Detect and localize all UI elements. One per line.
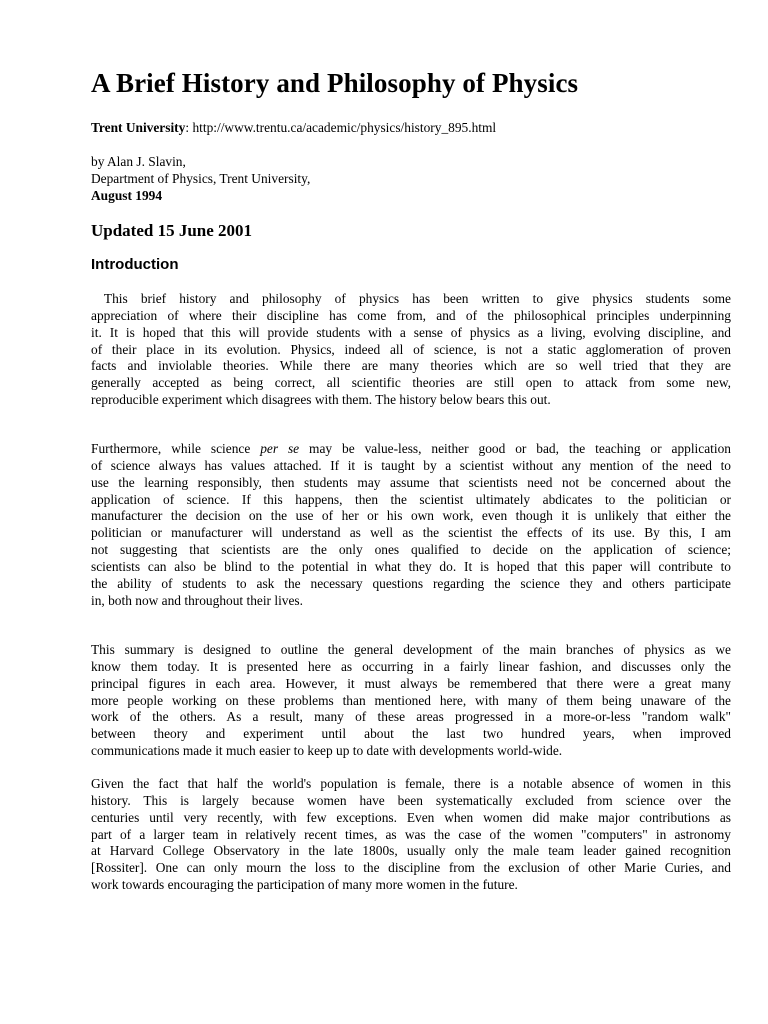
- paragraph-1: [91, 291, 731, 409]
- paragraph-line: [91, 441, 731, 458]
- paragraph-4: [91, 776, 731, 894]
- paragraph-text: Furthermore, while science: [91, 441, 261, 456]
- paragraph-line: work towards encouraging the participation of many more women in the future.: [91, 877, 518, 893]
- paragraph-line: principal figures in each area. However, it must always be remembered that there were a great many: [91, 675, 731, 691]
- paragraph-line: This summary is designed to outline the general development of the main branches of physics as we: [91, 642, 731, 657]
- source-label: Trent University: [91, 120, 186, 135]
- source-separator: :: [185, 120, 190, 135]
- paragraph-line: appreciation of where their discipline has come from, and of the philosophical principles underpinning: [91, 307, 731, 323]
- paragraph-line: history. This is largely because women have been systematically excluded from science over the: [91, 792, 731, 808]
- paragraph-line: part of a larger team in relatively recent times, as was the case of the women "computers" in astronomy: [91, 826, 731, 842]
- paragraph-line: manufacturer the decision on the use of her or his own work, even though it is unlikely that either the: [91, 508, 731, 524]
- source-line: [91, 120, 496, 136]
- paragraph-line: it. It is hoped that this will provide students with a sense of physics as a living, evolving discipline, and: [91, 324, 731, 340]
- byline-affiliation: Department of Physics, Trent University,: [91, 171, 311, 186]
- paragraph-3: [91, 642, 731, 760]
- paragraph-line: [Rossiter]. One can only mourn the loss to the discipline from the exclusion of other Marie Curies, and: [91, 860, 731, 876]
- paragraph-line: in, both now and throughout their lives.: [91, 592, 303, 608]
- paragraph-line: know them today. It is presented here as occurring in a fairly linear fashion, and discusses only the: [91, 658, 731, 674]
- paragraph-line: politician or manufacturer will understand as well as the scientist the effects of its use. By this, I am: [91, 525, 731, 541]
- italic-term: per se: [260, 441, 300, 456]
- paragraph-line: generally accepted as being correct, all scientific theories are still open to attack from some new,: [91, 375, 731, 391]
- byline-date: August 1994: [91, 188, 163, 203]
- paragraph-line: facts and inviolable theories. While there are many theories which are so well tried that they are: [91, 358, 731, 374]
- paragraph-line: This brief history and philosophy of physics has been written to give physics students some: [91, 291, 731, 306]
- paragraph-line: at Harvard College Observatory in the late 1800s, usually only the male team leader gained recognition: [91, 843, 731, 859]
- source-url: http://www.trentu.ca/academic/physics/history_895.html: [192, 120, 497, 135]
- paragraph-line: use the learning responsibly, then students may assume that scientists need not be concerned about the: [91, 474, 731, 490]
- paragraph-line: between theory and experiment until about the last two hundred years, when improved: [91, 726, 731, 742]
- paragraph-line: of their place in its evolution. Physics, indeed all of science, is not a static agglomeration of proven: [91, 341, 731, 357]
- paragraph-line: communications made it much easier to keep up to date with developments world-wide.: [91, 743, 563, 759]
- paragraph-line: application of science. If this happens, then the scientist ultimately abdicates to the politician or: [91, 491, 731, 507]
- paragraph-line: work of the others. As a result, many of these areas progressed in a more-or-less "random walk": [91, 709, 731, 725]
- paragraph-2: [91, 441, 731, 609]
- paragraph-line: centuries until very recently, with few exceptions. Even when women did make major contributions as: [91, 809, 731, 825]
- paragraph-line: scientists can also be blind to the potential in what they do. It is hoped that this paper will contribute to: [91, 558, 731, 574]
- document-title: A Brief History and Philosophy of Physics: [91, 68, 579, 98]
- section-heading: Introduction: [91, 256, 179, 273]
- paragraph-line: Given the fact that half the world's population is female, there is a notable absence of women in this: [91, 776, 731, 791]
- byline-author: by Alan J. Slavin,: [91, 154, 186, 169]
- paragraph-line: the ability of students to ask the necessary questions regarding the science they and others participate: [91, 575, 731, 591]
- paragraph-line: reproducible experiment which disagrees with them. The history below bears this out.: [91, 392, 551, 408]
- paragraph-line: more people working on these problems than mentioned here, with many of them being unaware of the: [91, 692, 731, 708]
- paragraph-text: may be value-less, neither good or bad, the teaching or application: [299, 441, 731, 456]
- paragraph-line: not suggesting that scientists are the only ones qualified to decide on the application of science;: [91, 542, 731, 558]
- paragraph-line: of science always has values attached. If it is taught by a scientist without any mention of the need to: [91, 457, 731, 473]
- updated-date: Updated 15 June 2001: [91, 221, 253, 240]
